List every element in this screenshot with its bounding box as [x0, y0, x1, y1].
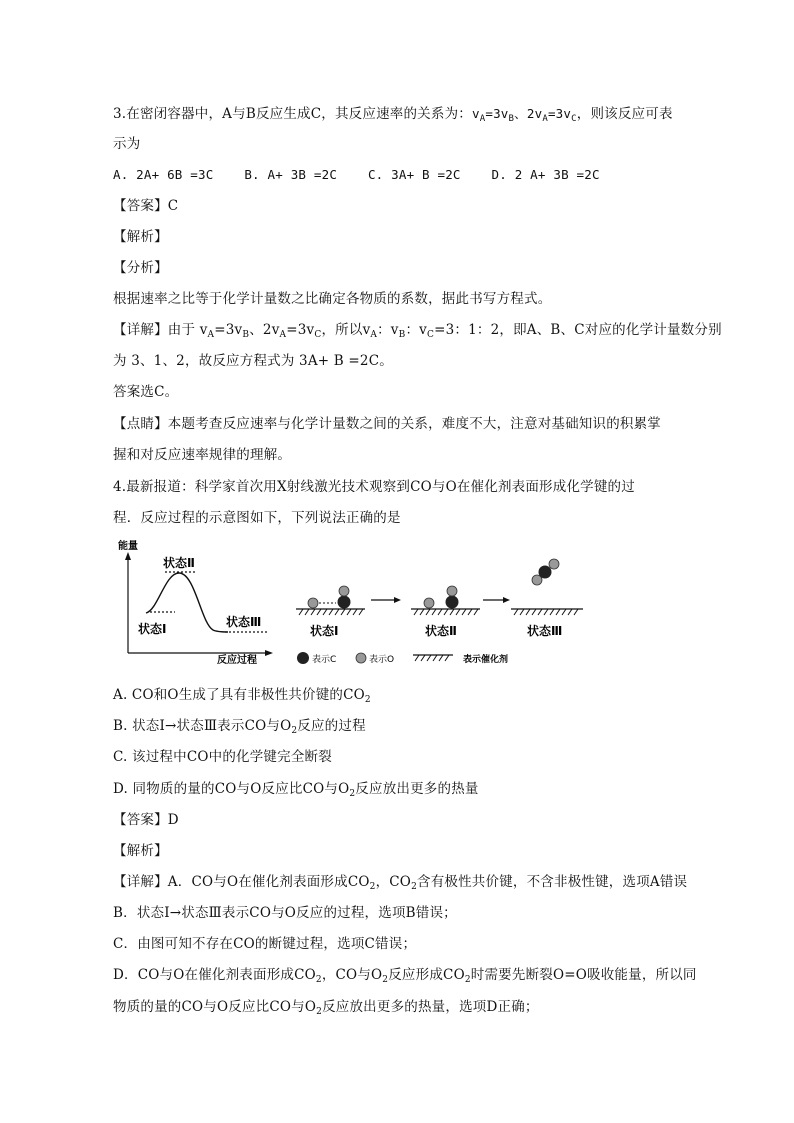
x-axis-label: 反应过程 [217, 655, 257, 666]
stage-1 [296, 586, 365, 638]
legend-o-label: 表示O [369, 655, 395, 665]
q3-stem-line2: 示为 [113, 136, 141, 152]
q3-answer: 【答案】C [113, 198, 179, 214]
carbon-atom [338, 596, 351, 609]
q4-detail-line1: 【详解】A．CO与O在催化剂表面形成$CO_2$，$CO_2$含有极性共价键，不含非极性键，选项A错误 [113, 874, 688, 892]
q3-fenxi-text: 根据速率之比等于化学计量数之比确定各物质的系数，据此书写方程式。 [113, 291, 552, 307]
legend-carbon-icon [297, 652, 309, 664]
legend-oxygen-icon [356, 653, 366, 663]
x-axis-arrow-icon [265, 650, 273, 656]
arrow-right-icon [394, 597, 401, 603]
carbon-atom [539, 566, 552, 579]
energy-diagram [118, 539, 273, 666]
y-axis-label: 能量 [118, 541, 138, 552]
arrow-right-icon [503, 597, 510, 603]
y-axis-arrow-icon [125, 552, 131, 560]
q4-option-d: D. 同物质的量的CO与O反应比CO与$O_2$反应放出更多的热量 [113, 781, 479, 799]
stage-2 [411, 586, 480, 638]
q3-options: A. 2A+ 6B =3C B. A+ 3B =2C C. 3A+ B =2C D. 2 A+ 3B =2C [113, 167, 600, 182]
q3-analysis-heading: 【解析】 [113, 229, 168, 245]
legend-catalyst-label: 表示催化剂 [463, 655, 509, 665]
diagram-state1-label: 状态Ⅰ [138, 622, 167, 636]
q3-fenxi-heading: 【分析】 [113, 260, 168, 276]
stage1-label: 状态Ⅰ [310, 624, 339, 638]
q4-stem-line1: 4.最新报道：科学家首次用X射线激光技术观察到CO与O在催化剂表面形成化学键的过 [113, 479, 635, 495]
q3-detail-line1: 【详解】由于 $v_A=3v_B$、$2v_A=3v_C$，所以$v_A$：$v_B$：$v_C=3$：1：2，即A、B、C对应的化学计量数分别 [113, 322, 722, 340]
q4-option-a: A. CO和O生成了具有非极性共价键的$CO_2$ [113, 687, 371, 705]
oxygen-atom [339, 586, 349, 596]
reaction-figure [113, 535, 593, 670]
diagram-state2-label: 状态Ⅱ [163, 556, 195, 570]
legend-c-label: 表示C [312, 655, 337, 665]
q3-dianjing-line2: 握和对反应速率规律的理解。 [113, 447, 292, 463]
legend [297, 652, 508, 665]
q4-detail-line2: B．状态Ⅰ→状态Ⅲ表示CO与O反应的过程，选项B错误； [113, 905, 457, 921]
q4-detail-line3: C．由图可知不存在CO的断键过程，选项C错误； [113, 936, 417, 952]
stage-3 [511, 559, 583, 638]
carbon-atom [446, 596, 459, 609]
q3-dianjing-line1: 【点睛】本题考查反应速率与化学计量数之间的关系，难度不大，注意对基础知识的积累掌 [113, 416, 661, 432]
oxygen-atom [447, 586, 457, 596]
q4-stem-line2: 程．反应过程的示意图如下，下列说法正确的是 [113, 510, 401, 526]
q4-answer: 【答案】D [113, 812, 179, 828]
stage2-label: 状态Ⅱ [425, 624, 457, 638]
q4-option-c: C. 该过程中CO中的化学键完全断裂 [113, 749, 332, 765]
diagram-state3-label: 状态Ⅲ [226, 615, 262, 629]
oxygen-atom [308, 598, 318, 608]
q4-analysis-heading: 【解析】 [113, 843, 168, 859]
q4-detail-line5: 物质的量的CO与O反应比CO与$O_2$反应放出更多的热量，选项D正确； [113, 999, 539, 1017]
oxygen-atom [549, 559, 559, 569]
oxygen-atom [424, 598, 434, 608]
q3-detail-line2: 为 3、1、2，故反应方程式为 3A+ B =2C。 [113, 353, 393, 369]
q3-stem-line1: 3.在密闭容器中，A与B反应生成C，其反应速率的关系为：$v_A=3v_B$、$2v_A=3v_C$，则该反应可表 [113, 106, 673, 124]
q3-choice: 答案选C。 [113, 384, 179, 400]
q4-option-b: B. 状态Ⅰ→状态Ⅲ表示CO与$O_2$反应的过程 [113, 718, 366, 736]
q4-detail-line4: D．CO与O在催化剂表面形成$CO_2$，CO与$O_2$反应形成$CO_2$时需要先断裂O=O吸收能量，所以同 [113, 967, 697, 985]
stage3-label: 状态Ⅲ [527, 624, 563, 638]
